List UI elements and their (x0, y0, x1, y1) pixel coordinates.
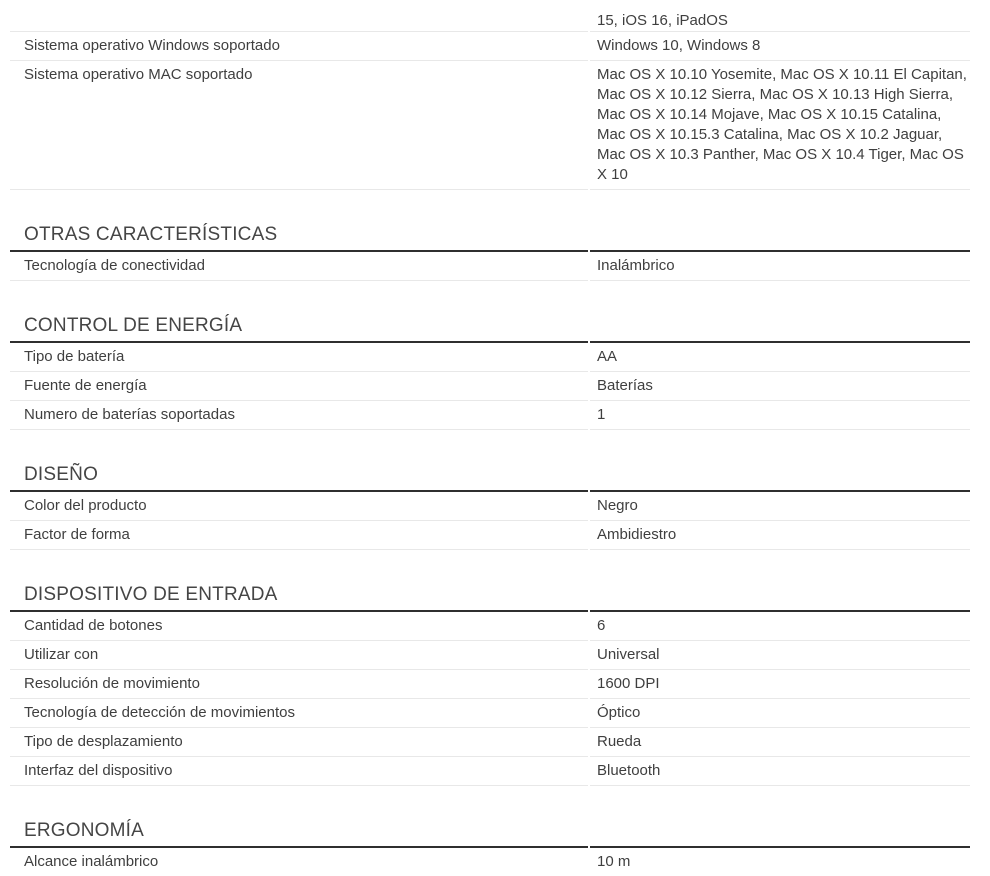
spec-value: Baterías (590, 372, 970, 401)
spec-label: Factor de forma (10, 521, 588, 550)
section-header-row (10, 315, 970, 343)
spec-row (10, 699, 970, 728)
spec-label: Sistema operativo MAC soportado (10, 61, 588, 190)
spec-value: Universal (590, 641, 970, 670)
spec-value: Rueda (590, 728, 970, 757)
spec-value: 1 (590, 401, 970, 430)
spec-label: Tecnología de conectividad (10, 252, 588, 281)
section-title: DISPOSITIVO DE ENTRADA (10, 584, 588, 612)
spec-row (10, 492, 970, 521)
spec-label: Utilizar con (10, 641, 588, 670)
spec-section (0, 0, 990, 190)
section-header-row (10, 464, 970, 492)
spec-label: Numero de baterías soportadas (10, 401, 588, 430)
section-title: DISEÑO (10, 464, 588, 492)
spec-row (10, 848, 970, 876)
section-title-rule (590, 464, 970, 492)
spec-value: Windows 10, Windows 8 (590, 32, 970, 61)
spec-label: Interfaz del dispositivo (10, 757, 588, 786)
spec-value: Mac OS X 10.10 Yosemite, Mac OS X 10.11 El Capitan, Mac OS X 10.12 Sierra, Mac OS X 10.13 High Sierra, Mac OS X 10.14 Mojave, Mac OS X 10.15 Catalina, Mac OS X 10.15.3 Catalina, Mac OS X 10.2 Jaguar, Mac OS X 10.3 Panther, Mac OS X 10.4 Tiger, Mac OS X 10 (590, 61, 970, 190)
spec-label: Resolución de movimiento (10, 670, 588, 699)
spec-row (10, 670, 970, 699)
spec-row (10, 728, 970, 757)
spec-value: Ambidiestro (590, 521, 970, 550)
section-title: CONTROL DE ENERGÍA (10, 315, 588, 343)
spec-section (0, 464, 990, 550)
spec-section (0, 584, 990, 786)
spec-label (10, 0, 588, 32)
spec-label: Fuente de energía (10, 372, 588, 401)
spec-value: Negro (590, 492, 970, 521)
spec-value: Óptico (590, 699, 970, 728)
spec-row (10, 401, 970, 430)
spec-row (10, 343, 970, 372)
spec-label: Tipo de batería (10, 343, 588, 372)
spec-section (0, 820, 990, 876)
spec-value: 15, iOS 16, iPadOS (590, 0, 970, 32)
section-header-row (10, 224, 970, 252)
section-title-rule (590, 820, 970, 848)
spec-row (10, 372, 970, 401)
section-title-rule (590, 224, 970, 252)
spec-table (8, 584, 972, 786)
spec-table (8, 0, 972, 190)
spec-value: Inalámbrico (590, 252, 970, 281)
spec-table (8, 464, 972, 550)
spec-row (10, 757, 970, 786)
section-title-rule (590, 584, 970, 612)
spec-value: 1600 DPI (590, 670, 970, 699)
section-title-rule (590, 315, 970, 343)
spec-row (10, 521, 970, 550)
spec-row (10, 252, 970, 281)
spec-label: Cantidad de botones (10, 612, 588, 641)
spec-label: Color del producto (10, 492, 588, 521)
spec-label: Tipo de desplazamiento (10, 728, 588, 757)
spec-row (10, 641, 970, 670)
spec-table (8, 315, 972, 430)
spec-row (10, 0, 970, 32)
spec-row (10, 32, 970, 61)
section-title: OTRAS CARACTERÍSTICAS (10, 224, 588, 252)
spec-value: Bluetooth (590, 757, 970, 786)
section-header-row (10, 584, 970, 612)
spec-label: Tecnología de detección de movimientos (10, 699, 588, 728)
spec-value: 10 m (590, 848, 970, 876)
spec-row (10, 61, 970, 190)
spec-section (0, 315, 990, 430)
spec-section (0, 224, 990, 281)
spec-value: AA (590, 343, 970, 372)
spec-label: Alcance inalámbrico (10, 848, 588, 876)
section-title: ERGONOMÍA (10, 820, 588, 848)
spec-row (10, 612, 970, 641)
section-header-row (10, 820, 970, 848)
spec-value: 6 (590, 612, 970, 641)
spec-table (8, 820, 972, 876)
spec-table (8, 224, 972, 281)
spec-label: Sistema operativo Windows soportado (10, 32, 588, 61)
